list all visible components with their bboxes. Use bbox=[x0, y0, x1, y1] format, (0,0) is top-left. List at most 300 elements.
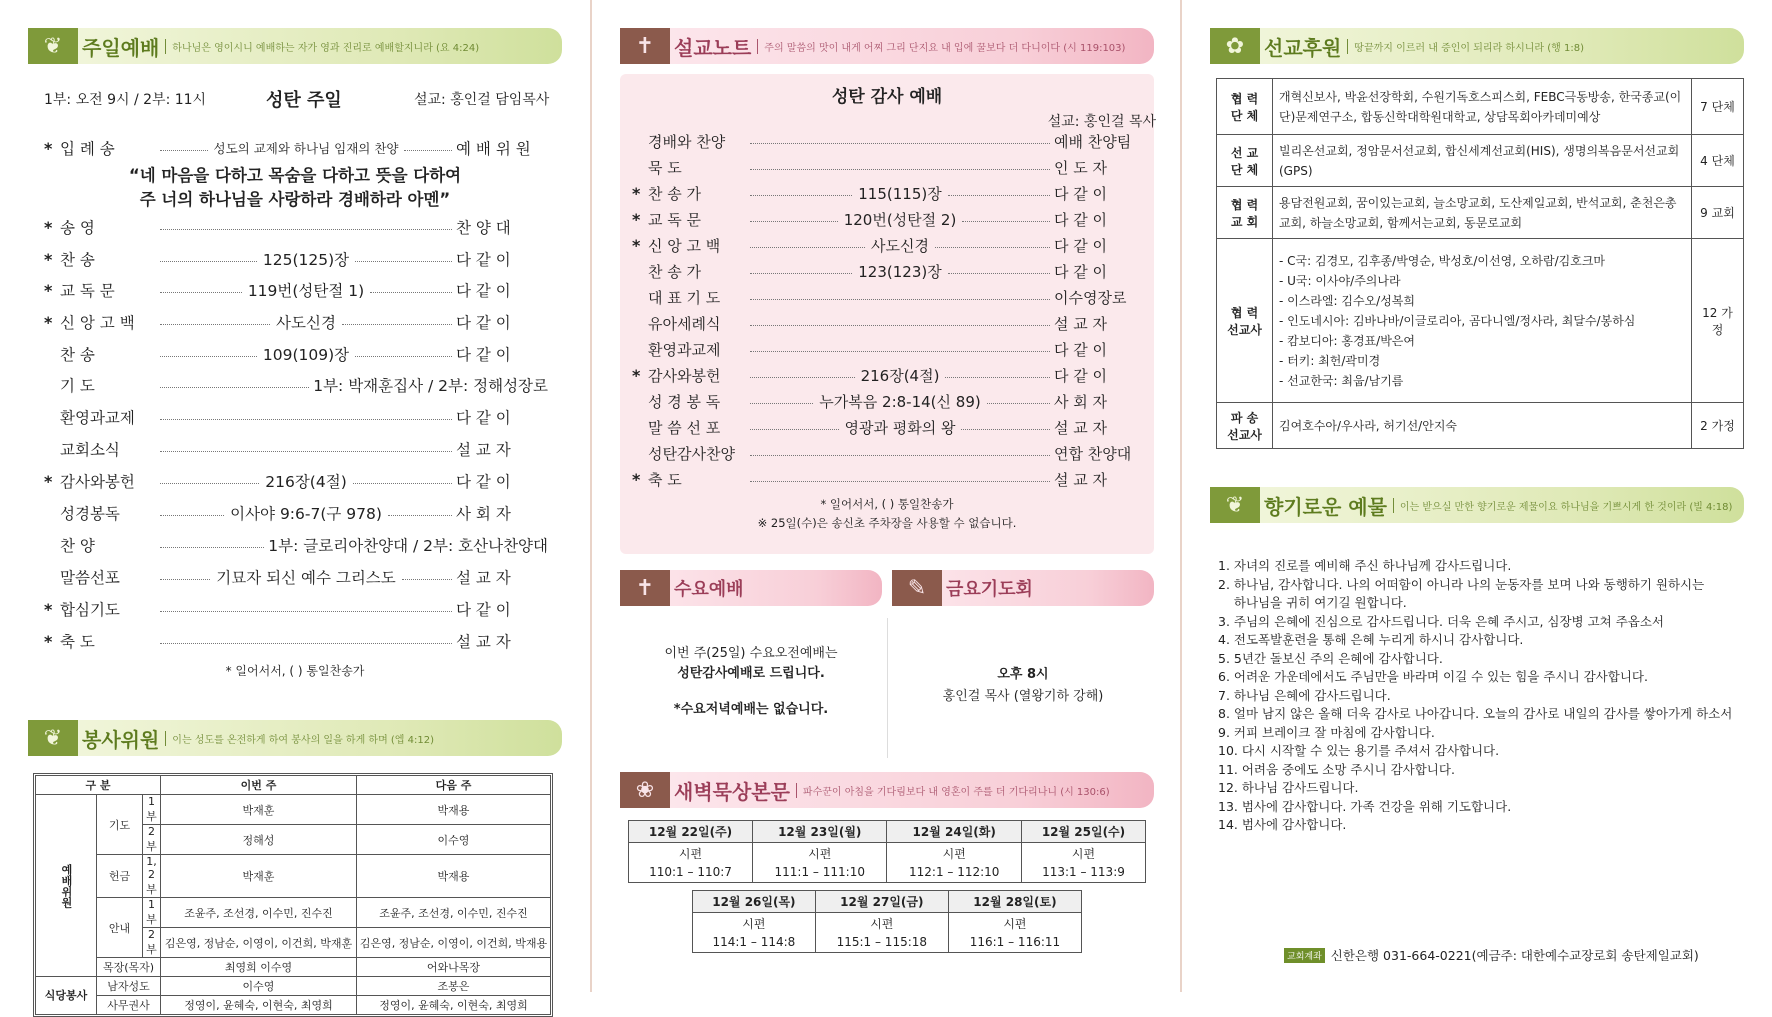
dot-leader bbox=[750, 273, 852, 274]
dot-leader bbox=[160, 324, 270, 325]
mission-row bbox=[1217, 403, 1744, 449]
row-detail: 사도신경 bbox=[276, 314, 336, 332]
mission-list-item: - 선교한국: 최웁/남기름 bbox=[1279, 373, 1404, 388]
row-label: 송 영 bbox=[60, 219, 95, 237]
quote-line: 주 너의 하나님을 사랑하라 경배하라 아멘” bbox=[139, 190, 451, 209]
row-leader-name: 사 회 자 bbox=[456, 505, 511, 523]
account-tag: 교회계좌 bbox=[1284, 948, 1325, 963]
row-label: 유아세례식 bbox=[648, 315, 721, 333]
row-leader-name: 1부: 글로리아찬양대 / 2부: 호산나찬양대 bbox=[268, 537, 548, 555]
part-label: 1부 bbox=[143, 795, 161, 825]
worship-row bbox=[44, 630, 548, 652]
missions-table bbox=[1216, 78, 1744, 449]
worship-row bbox=[632, 365, 1140, 386]
row-label: 찬 양 bbox=[60, 537, 95, 555]
passage-range: 112:1 – 112:10 bbox=[909, 864, 1000, 879]
dot-leader bbox=[750, 403, 813, 404]
worship-row bbox=[632, 443, 1140, 464]
passage-book: 시편 bbox=[742, 916, 766, 931]
leaf-icon: ❦ bbox=[28, 720, 78, 756]
row-leader-name: 설 교 자 bbox=[456, 569, 511, 587]
section-title: 주일예배 bbox=[82, 35, 160, 60]
account-info bbox=[1284, 946, 1699, 964]
dot-leader bbox=[750, 325, 1050, 326]
worship-row bbox=[632, 157, 1140, 178]
dot-leader bbox=[750, 169, 1050, 170]
prayer-item: 9. 커피 브레이크 잘 마침에 감사합니다. bbox=[1218, 724, 1435, 740]
row-leader-name: 다 같 이 bbox=[456, 473, 511, 491]
worship-row bbox=[632, 417, 1140, 438]
dot-leader bbox=[404, 150, 452, 151]
dawn-passage bbox=[753, 843, 887, 883]
row-label: 찬 송 가 bbox=[648, 263, 702, 281]
passage-book: 시편 bbox=[808, 846, 832, 861]
row-leader-name: 찬 양 대 bbox=[456, 219, 511, 237]
dot-leader bbox=[160, 643, 452, 644]
dawn-table-week2 bbox=[692, 890, 1082, 953]
section-verse: 하나님은 영이시니 예배하는 자가 영과 진리로 예배할지니라 (요 4:24) bbox=[165, 39, 479, 54]
dot-leader bbox=[160, 451, 452, 452]
prayer-item: 하나님을 귀히 여기길 원합니다. bbox=[1218, 595, 1407, 610]
section-title: 금요기도회 bbox=[946, 579, 1033, 600]
volunteer-table bbox=[35, 775, 551, 1015]
flower-icon: ✿ bbox=[1210, 28, 1260, 64]
passage-range: 115:1 – 115:18 bbox=[836, 934, 928, 949]
worship-row bbox=[44, 216, 548, 238]
friday-banner bbox=[892, 570, 1154, 606]
dot-leader bbox=[948, 273, 1050, 274]
section-title: 향기로운 예물 bbox=[1264, 494, 1387, 519]
worship-row bbox=[44, 343, 548, 365]
worship-row bbox=[632, 209, 1140, 230]
row-leader-name: 다 같 이 bbox=[456, 346, 511, 364]
row-leader-name: 설 교 자 bbox=[1054, 315, 1108, 333]
worship-row bbox=[44, 406, 548, 428]
worship-row bbox=[44, 137, 548, 159]
section-verse: 파수꾼이 아침을 기다림보다 내 영혼이 주를 더 기다리나니 (시 130:6) bbox=[796, 783, 1110, 798]
row-detail: 216장(4절) bbox=[860, 367, 940, 385]
section-title: 설교노트 bbox=[674, 35, 752, 60]
dot-leader bbox=[160, 419, 452, 420]
standing-mark: * bbox=[632, 470, 641, 489]
mission-count: 7 단체 bbox=[1692, 79, 1744, 135]
row-detail: 125(125)장 bbox=[262, 251, 350, 269]
dawn-passage bbox=[1021, 843, 1145, 883]
row-detail: 기묘자 되신 예수 그리스도 bbox=[216, 569, 396, 587]
role-label: 기도 bbox=[97, 795, 143, 855]
worship-row bbox=[632, 287, 1140, 308]
dot-leader bbox=[750, 299, 1050, 300]
passage-book: 시편 bbox=[1003, 916, 1027, 931]
dawn-passage bbox=[887, 843, 1021, 883]
cell: 이수영 bbox=[357, 825, 551, 855]
section-title: 새벽묵상본문 bbox=[674, 779, 790, 804]
worship-row bbox=[44, 248, 548, 270]
part-label: 1, 2부 bbox=[143, 855, 161, 898]
row-label: 말 씀 선 포 bbox=[648, 419, 721, 437]
standing-mark: * bbox=[44, 599, 53, 619]
dot-leader bbox=[160, 547, 264, 548]
worship-row bbox=[632, 313, 1140, 334]
standing-mark: * bbox=[632, 366, 641, 385]
row-label: 말씀선포 bbox=[60, 569, 120, 587]
role-label: 사무권사 bbox=[97, 996, 161, 1015]
row-label: 기 도 bbox=[60, 377, 95, 395]
offering-prayers-banner bbox=[1210, 487, 1744, 523]
mission-list-item: - U국: 이사야/주의나라 bbox=[1279, 273, 1401, 288]
worship-row bbox=[44, 502, 548, 524]
passage-book: 시편 bbox=[1071, 846, 1096, 861]
standing-mark: * bbox=[44, 312, 53, 332]
row-label: 교 독 문 bbox=[648, 211, 702, 229]
dot-leader bbox=[750, 195, 852, 196]
dawn-passage bbox=[629, 843, 753, 883]
dawn-passage bbox=[693, 913, 816, 953]
worship-row bbox=[632, 261, 1140, 282]
worship-row bbox=[44, 279, 548, 301]
row-leader-name: 이수영장로 bbox=[1054, 289, 1127, 307]
row-leader-name: 다 같 이 bbox=[456, 409, 511, 427]
section-verse: 주의 말씀의 맛이 내게 어찌 그리 단지요 내 입에 꿀보다 더 다니이다 (시 119:103) bbox=[757, 39, 1125, 54]
leaf-icon: ❦ bbox=[28, 28, 78, 64]
row-leader-name: 예 배 위 원 bbox=[456, 140, 531, 158]
prayer-item: 5. 5년간 돌보신 주의 은혜에 감사합니다. bbox=[1218, 650, 1443, 666]
prayer-item: 12. 하나님 감사드립니다. bbox=[1218, 780, 1359, 795]
notice-line: *수요저녁예배는 없습니다. bbox=[673, 702, 829, 717]
prayer-list bbox=[1218, 557, 1758, 835]
passage-range: 116:1 – 116:11 bbox=[969, 934, 1061, 949]
note: * 일어서서, ( ) 통일찬송가 bbox=[225, 664, 365, 678]
prayer-item: 13. 범사에 감사합니다. 가족 건강을 위해 기도합니다. bbox=[1218, 798, 1512, 814]
standing-mark: * bbox=[632, 236, 641, 255]
standing-mark: * bbox=[44, 249, 53, 269]
row-leader-name: 다 같 이 bbox=[456, 601, 511, 619]
prayer-item: 10. 다시 시작할 수 있는 용기를 주셔서 감사합니다. bbox=[1218, 743, 1500, 758]
row-label: 감사와봉헌 bbox=[648, 367, 721, 385]
passage-book: 시편 bbox=[942, 846, 966, 861]
row-label: 경배와 찬양 bbox=[648, 133, 726, 151]
notice-line: 홍인걸 목사 (열왕기하 강해) bbox=[942, 689, 1104, 704]
row-leader-name: 인 도 자 bbox=[1054, 159, 1108, 177]
dot-leader bbox=[750, 377, 855, 378]
dawn-table-week1 bbox=[628, 820, 1146, 883]
dawn-date: 12월 24일(화) bbox=[887, 821, 1021, 843]
row-leader-name: 예배 찬양팀 bbox=[1054, 133, 1132, 151]
row-label: 성 경 봉 독 bbox=[648, 393, 721, 411]
row-leader-name: 연합 찬양대 bbox=[1054, 445, 1132, 463]
dawn-date: 12월 27일(금) bbox=[815, 891, 948, 913]
standing-mark: * bbox=[44, 280, 53, 300]
role-label: 목장(목자) bbox=[97, 958, 161, 977]
notice-line: 이번 주(25일) 수요오전예배는 bbox=[664, 646, 838, 661]
worship-row bbox=[44, 470, 548, 492]
row-label: 찬 송 bbox=[60, 346, 95, 364]
dot-leader bbox=[750, 429, 839, 430]
dot-leader bbox=[750, 221, 838, 222]
worship-row bbox=[44, 534, 548, 556]
prayer-item: 3. 주님의 은혜에 진심으로 감사드립니다. 더욱 은혜 주시고, 심장병 고쳐 주옵소서 bbox=[1218, 613, 1665, 629]
row-label: 신 앙 고 백 bbox=[648, 237, 721, 255]
row-leader-name: 다 같 이 bbox=[1054, 367, 1108, 385]
prayer-item: 7. 하나님 은혜에 감사드립니다. bbox=[1218, 687, 1391, 703]
row-label: 교 독 문 bbox=[60, 282, 115, 300]
cell: 조윤주, 조선경, 이수민, 진수진 bbox=[161, 898, 357, 928]
row-leader-name: 설 교 자 bbox=[1054, 419, 1108, 437]
worship-row bbox=[632, 131, 1140, 152]
row-label: 교회소식 bbox=[60, 441, 120, 459]
standing-mark: * bbox=[44, 217, 53, 237]
mission-count: 12 가정 bbox=[1692, 239, 1744, 403]
row-leader-name: 설 교 자 bbox=[456, 441, 511, 459]
mission-row bbox=[1217, 187, 1744, 239]
group-label: 예배위원 bbox=[36, 795, 97, 977]
dot-leader bbox=[160, 356, 257, 357]
dawn-date: 12월 28일(토) bbox=[948, 891, 1081, 913]
dot-leader bbox=[160, 261, 257, 262]
row-leader-name: 다 같 이 bbox=[1054, 237, 1108, 255]
row-detail: 115(115)장 bbox=[858, 185, 942, 203]
service-title: 성탄 주일 bbox=[266, 90, 342, 111]
volunteer-table-wrap bbox=[33, 773, 553, 1017]
dot-leader bbox=[750, 247, 865, 248]
dot-leader bbox=[160, 515, 224, 516]
service-times: 1부: 오전 9시 / 2부: 11시 bbox=[44, 92, 207, 108]
dawn-date: 12월 23일(월) bbox=[753, 821, 887, 843]
column-sermon bbox=[590, 0, 1180, 992]
mission-row bbox=[1217, 79, 1744, 135]
row-detail: 사도신경 bbox=[871, 237, 929, 255]
flower-icon: ❀ bbox=[620, 772, 670, 808]
notice-line: 오후 8시 bbox=[997, 667, 1049, 682]
prayer-item: 2. 하나님, 감사합니다. 나의 어떠함이 아니라 나의 눈동자를 보며 나와 동행하기 원하시는 bbox=[1218, 576, 1705, 592]
cell: 조윤주, 조선경, 이수민, 진수진 bbox=[357, 898, 551, 928]
cell: 박재용 bbox=[357, 855, 551, 898]
dot-leader bbox=[370, 292, 452, 293]
row-detail: 123(123)장 bbox=[858, 263, 942, 281]
dot-leader bbox=[160, 150, 208, 151]
wednesday-banner bbox=[620, 570, 882, 606]
mission-list-item: - C국: 김경모, 김후종/박영순, 박성호/이선영, 오하람/김호크마 bbox=[1279, 253, 1606, 268]
row-label: 대 표 기 도 bbox=[648, 289, 721, 307]
dot-leader bbox=[160, 387, 309, 388]
dawn-passage bbox=[948, 913, 1081, 953]
scripture-quote bbox=[40, 164, 550, 212]
cell: 최영희 이수영 bbox=[161, 958, 357, 977]
dot-leader bbox=[160, 483, 259, 484]
mission-names: 용담전원교회, 꿈이있는교회, 늘소망교회, 도산제일교회, 반석교회, 춘천은총교회, 하늘소망교회, 함께서는교회, 동문로교회 bbox=[1273, 187, 1692, 239]
passage-range: 110:1 – 110:7 bbox=[649, 864, 732, 879]
mission-list-item: - 캄보디아: 홍경표/박은여 bbox=[1279, 333, 1415, 348]
passage-book: 시편 bbox=[678, 846, 703, 861]
row-label: 찬 송 가 bbox=[648, 185, 702, 203]
worship-row bbox=[632, 469, 1140, 490]
row-detail: 120번(성탄절 2) bbox=[843, 211, 957, 229]
cell: 박재용 bbox=[357, 795, 551, 825]
worship-row bbox=[632, 235, 1140, 256]
preacher: 설교: 홍인걸 담임목사 bbox=[414, 92, 550, 108]
part-label: 1부 bbox=[143, 898, 161, 928]
notice-line: 성탄감사예배로 드립니다. bbox=[677, 666, 825, 681]
section-title: 선교후원 bbox=[1264, 35, 1342, 60]
dot-leader bbox=[160, 292, 242, 293]
standing-mark: * bbox=[632, 210, 641, 229]
worship-row bbox=[44, 311, 548, 333]
dot-leader bbox=[935, 247, 1050, 248]
friday-notice bbox=[892, 664, 1154, 708]
row-leader-name: 사 회 자 bbox=[1054, 393, 1108, 411]
mission-names: 빌리온선교회, 정암문서선교회, 합신세계선교회(HIS), 생명의복음문서선교회(GPS) bbox=[1273, 135, 1692, 187]
passage-book: 시편 bbox=[870, 916, 894, 931]
row-label: 축 도 bbox=[60, 633, 95, 651]
row-leader-name: 다 같 이 bbox=[1054, 263, 1108, 281]
row-leader-name: 설 교 자 bbox=[1054, 471, 1108, 489]
row-detail: 이사야 9:6-7(구 978) bbox=[230, 505, 382, 523]
dot-leader bbox=[750, 143, 1050, 144]
dot-leader bbox=[750, 481, 1050, 482]
row-label: 환영과교제 bbox=[60, 409, 135, 427]
worship-row bbox=[632, 183, 1140, 204]
worship-row bbox=[44, 598, 548, 620]
worship-row bbox=[44, 374, 548, 396]
standing-mark: * bbox=[44, 138, 53, 158]
col-header: 다음 주 bbox=[357, 776, 551, 795]
prayer-item: 14. 범사에 감사합니다. bbox=[1218, 817, 1347, 832]
row-label: 신 앙 고 백 bbox=[60, 314, 135, 332]
part-label: 2부 bbox=[143, 825, 161, 855]
missions-banner bbox=[1210, 28, 1744, 64]
row-leader-name: 1부: 박재훈집사 / 2부: 정해성장로 bbox=[313, 377, 548, 395]
standing-mark: * bbox=[632, 184, 641, 203]
cell: 김은영, 정남순, 이영이, 이건희, 박재훈 bbox=[161, 928, 357, 958]
dawn-date: 12월 26일(목) bbox=[693, 891, 816, 913]
dot-leader bbox=[945, 377, 1050, 378]
row-detail: 누가복음 2:8-14(신 89) bbox=[819, 393, 981, 411]
dot-leader bbox=[402, 579, 452, 580]
sermon-notes-banner bbox=[620, 28, 1154, 64]
row-leader-name: 다 같 이 bbox=[456, 314, 511, 332]
cell: 어와나목장 bbox=[357, 958, 551, 977]
section-title: 봉사위원 bbox=[82, 727, 160, 752]
dot-leader bbox=[355, 356, 452, 357]
worship-row bbox=[632, 339, 1140, 360]
dot-leader bbox=[750, 351, 1050, 352]
passage-range: 111:1 – 111:10 bbox=[774, 864, 865, 879]
cell: 박재훈 bbox=[161, 855, 357, 898]
row-leader-name: 다 같 이 bbox=[1054, 341, 1108, 359]
dot-leader bbox=[342, 324, 452, 325]
cell: 이수영 bbox=[161, 977, 357, 996]
dawn-date: 12월 22일(주) bbox=[629, 821, 753, 843]
leaf-icon: ❦ bbox=[1210, 487, 1260, 523]
mission-list-item: - 터키: 최헌/곽미경 bbox=[1279, 353, 1381, 368]
preacher: 설교: 홍인걸 목사 bbox=[1047, 114, 1156, 130]
service-volunteers-banner bbox=[28, 720, 562, 756]
mission-category: 협 력 선교사 bbox=[1217, 239, 1273, 403]
divider bbox=[887, 618, 888, 758]
row-label: 입 례 송 bbox=[60, 140, 115, 158]
row-detail: 109(109)장 bbox=[262, 346, 350, 364]
row-leader-name: 다 같 이 bbox=[1054, 211, 1108, 229]
mission-list-item: - 인도네시아: 김바나바/이글로리아, 곰다니엘/정사라, 최달수/봉하심 bbox=[1279, 313, 1636, 328]
dot-leader bbox=[948, 195, 1050, 196]
cross-icon: ✝ bbox=[620, 570, 670, 606]
row-leader-name: 다 같 이 bbox=[456, 282, 511, 300]
role-label: 남자성도 bbox=[97, 977, 161, 996]
row-label: 축 도 bbox=[648, 471, 682, 489]
row-leader-name: 다 같 이 bbox=[456, 251, 511, 269]
part-label: 2부 bbox=[143, 928, 161, 958]
col-header: 구 분 bbox=[36, 776, 161, 795]
row-leader-name: 다 같 이 bbox=[1054, 185, 1108, 203]
standing-mark: * bbox=[44, 471, 53, 491]
dot-leader bbox=[353, 483, 452, 484]
dot-leader bbox=[962, 221, 1050, 222]
section-verse: 이는 받으실 만한 향기로운 제물이요 하나님을 기쁘시게 한 것이라 (빌 4:18) bbox=[1393, 498, 1733, 513]
mission-category: 협 력 교 회 bbox=[1217, 187, 1273, 239]
role-label: 헌금 bbox=[97, 855, 143, 898]
mission-names: 김여호수아/우사라, 허기선/안지숙 bbox=[1273, 403, 1692, 449]
standing-mark: * bbox=[44, 631, 53, 651]
service-title: 성탄 감사 예배 bbox=[831, 87, 943, 107]
row-label: 환영과교제 bbox=[648, 341, 721, 359]
mission-names bbox=[1273, 239, 1692, 403]
dot-leader bbox=[750, 455, 1050, 456]
prayer-item: 1. 자녀의 진로를 예비해 주신 하나님께 감사드립니다. bbox=[1218, 558, 1512, 573]
book-icon: ✎ bbox=[892, 570, 942, 606]
dot-leader bbox=[160, 229, 452, 230]
column-sunday-worship bbox=[0, 0, 590, 1012]
cell: 김은영, 정남순, 이영이, 이건희, 박재용 bbox=[357, 928, 551, 958]
account-text: 신한은행 031-664-0221(예금주: 대한예수교장로회 송탄제일교회) bbox=[1330, 948, 1699, 963]
sunday-worship-banner bbox=[28, 28, 562, 64]
row-label: 감사와봉헌 bbox=[60, 473, 135, 491]
dot-leader bbox=[355, 261, 452, 262]
dawn-meditation-banner bbox=[620, 772, 1154, 808]
row-label: 성경봉독 bbox=[60, 505, 120, 523]
mission-row bbox=[1217, 239, 1744, 403]
prayer-item: 8. 얼마 남지 않은 올해 더욱 감사로 나아갑니다. 오늘의 감사로 내일의 감사를 쌓아가게 하소서 bbox=[1218, 706, 1733, 721]
row-detail: 119번(성탄절 1) bbox=[247, 282, 365, 300]
prayer-item: 11. 어려움 중에도 소망 주시니 감사합니다. bbox=[1218, 761, 1455, 777]
cell: 조봉은 bbox=[357, 977, 551, 996]
note: * 일어서서, ( ) 통일찬송가 bbox=[820, 497, 954, 511]
section-title: 수요예배 bbox=[674, 579, 744, 600]
col-header: 이번 주 bbox=[161, 776, 357, 795]
cell: 정영이, 윤혜숙, 이현숙, 최영희 bbox=[357, 996, 551, 1015]
worship-row bbox=[44, 438, 548, 460]
cell: 정영이, 윤혜숙, 이현숙, 최영희 bbox=[161, 996, 357, 1015]
prayer-item: 6. 어려운 가운데에서도 주님만을 바라며 이길 수 있는 힘을 주시니 감사합니다. bbox=[1218, 669, 1648, 684]
dot-leader bbox=[160, 611, 452, 612]
quote-line: “네 마음을 다하고 목숨을 다하고 뜻을 다하여 bbox=[128, 166, 462, 185]
worship-row bbox=[632, 391, 1140, 412]
worship-row bbox=[44, 566, 548, 588]
column-missions bbox=[1180, 0, 1772, 992]
wednesday-notice bbox=[620, 644, 882, 720]
group-label: 식당봉사 bbox=[36, 977, 97, 1015]
row-label: 찬 송 bbox=[60, 251, 95, 269]
row-label: 묵 도 bbox=[648, 159, 682, 177]
dot-leader bbox=[388, 515, 452, 516]
row-leader-name: 설 교 자 bbox=[456, 633, 511, 651]
mission-category: 선 교 단 체 bbox=[1217, 135, 1273, 187]
section-verse: 이는 성도를 온전하게 하여 봉사의 일을 하게 하며 (엡 4:12) bbox=[165, 731, 434, 746]
mission-count: 9 교회 bbox=[1692, 187, 1744, 239]
section-verse: 땅끝까지 이르러 내 증인이 되리라 하시니라 (행 1:8) bbox=[1347, 39, 1584, 54]
mission-names: 개혁신보사, 박윤선장학회, 수원기독호스피스회, FEBC극동방송, 한국종교(이단)문제연구소, 합동신학대학원대학교, 상담목회아카데미예상 bbox=[1273, 79, 1692, 135]
dawn-passage bbox=[815, 913, 948, 953]
passage-range: 113:1 – 113:9 bbox=[1042, 864, 1125, 879]
